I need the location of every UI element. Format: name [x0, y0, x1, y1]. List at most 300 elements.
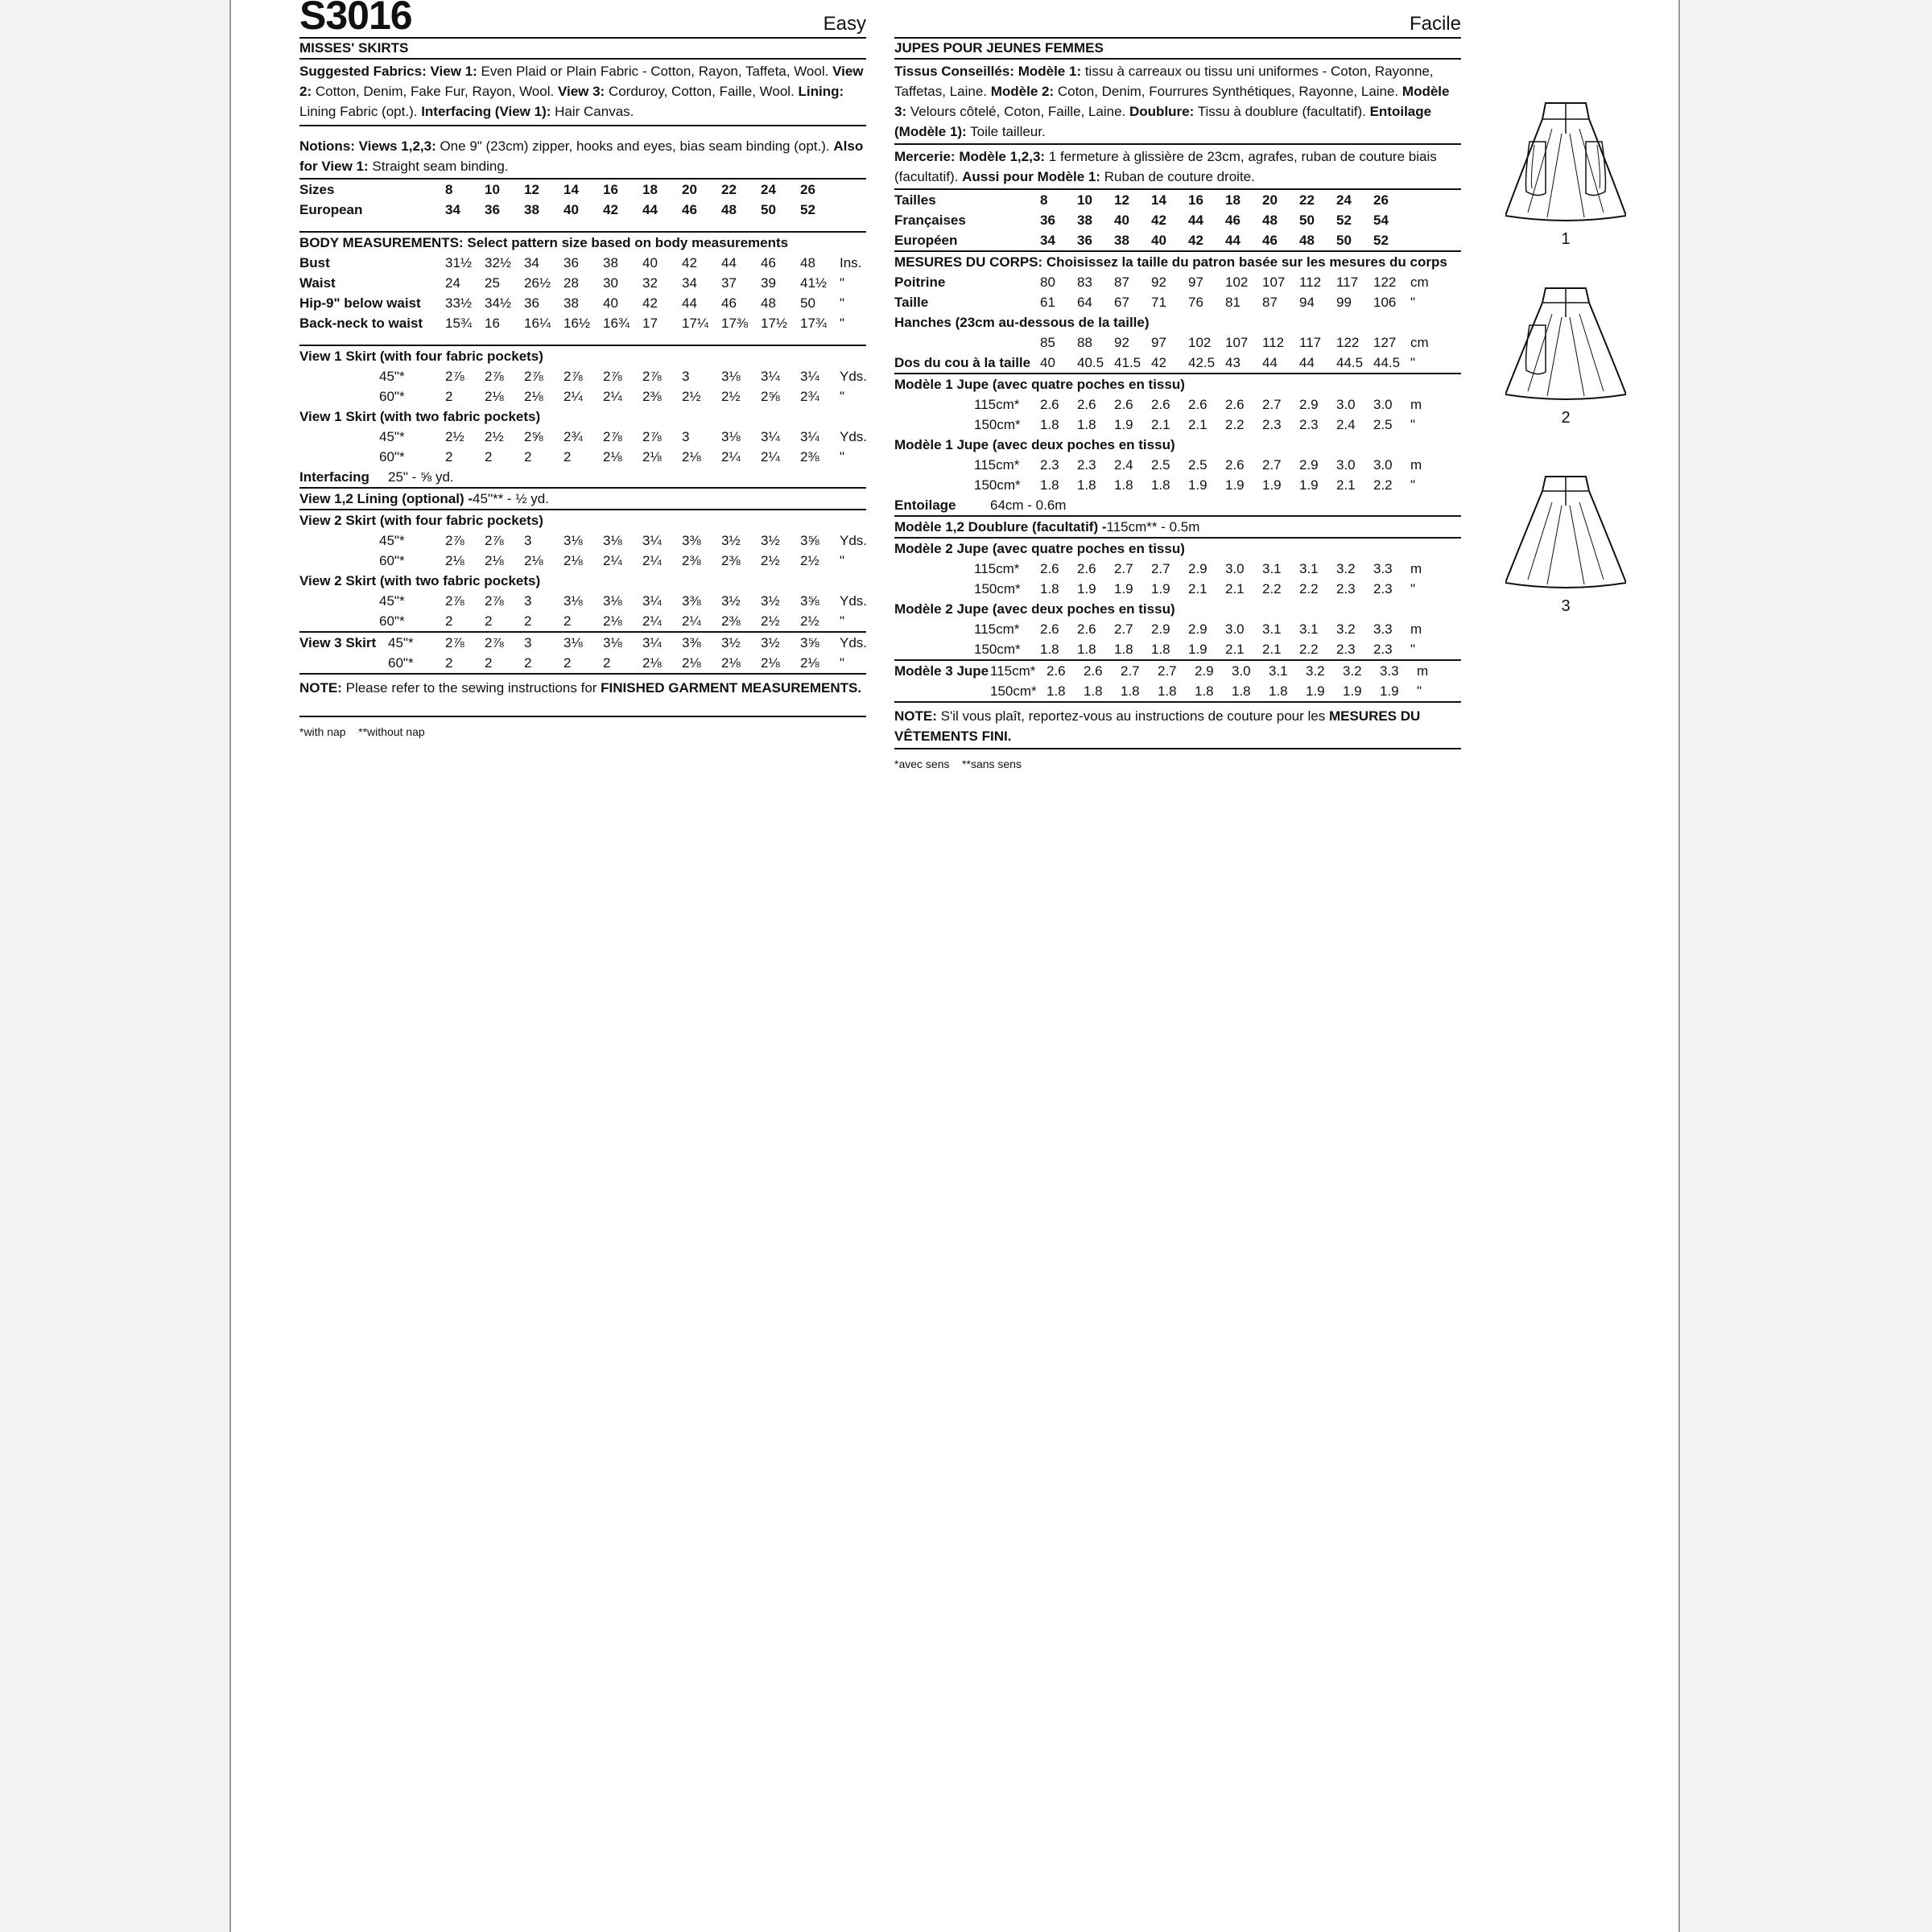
cell: 50	[761, 202, 776, 217]
view1-two-pockets-title: View 1 Skirt (with two fabric pockets)	[299, 409, 541, 424]
view-2-number: 2	[1561, 409, 1571, 427]
cell: 28	[564, 275, 579, 291]
cell: 2⅛	[524, 389, 543, 404]
cell: 71	[1151, 295, 1166, 310]
cell: 1.9	[1077, 581, 1096, 597]
interfacing-row-fr: Entoilage 64cm - 0.6m	[894, 497, 1067, 513]
cell: 67	[1114, 295, 1129, 310]
european-sizes-row: Européen 34 36 38 40 42 44 46 48 50 52	[894, 230, 1461, 250]
cell: 2.5	[1151, 457, 1170, 473]
cell: 2.1	[1225, 642, 1245, 657]
cell: 2.1	[1188, 417, 1208, 432]
cell: 1.8	[1077, 417, 1096, 432]
cell: 44.5	[1336, 355, 1364, 370]
cell: 61	[1040, 295, 1055, 310]
yardage-row: 60"* 2 2 2 2 2⅛ 2¼ 2¼ 2⅜ 2½ 2½ "	[299, 611, 866, 631]
cell: 3¼	[642, 593, 662, 609]
cell: 122	[1373, 275, 1397, 290]
cell: 102	[1188, 335, 1212, 350]
cell: 127	[1373, 335, 1397, 350]
cell: 87	[1114, 275, 1129, 290]
cell: 3.1	[1299, 621, 1319, 637]
cell: 40	[642, 255, 658, 270]
cell: 2⅜	[721, 613, 741, 629]
cell: 44	[1188, 213, 1203, 228]
cell: 8	[1040, 192, 1048, 208]
cell: 16½	[564, 316, 591, 331]
cell: 3½	[761, 533, 780, 548]
cell: 2.7	[1158, 663, 1177, 679]
pattern-code: S3016	[299, 0, 412, 38]
cell: 34	[524, 255, 539, 270]
cell: 2.1	[1151, 417, 1170, 432]
cell: 2.3	[1077, 457, 1096, 473]
cell: 40	[1040, 355, 1055, 370]
cell: 80	[1040, 275, 1055, 290]
header-fr	[894, 0, 1461, 39]
cell: 17½	[761, 316, 788, 331]
cell: 3.0	[1373, 457, 1393, 473]
size-table-fr	[894, 190, 1461, 252]
cell: 44	[1225, 233, 1241, 248]
cell: 1.8	[1040, 642, 1059, 657]
cell: 1.8	[1077, 642, 1096, 657]
cell: 48	[721, 202, 737, 217]
cell: 42	[642, 295, 658, 311]
cell: 85	[1040, 335, 1055, 350]
cell: 2.4	[1114, 457, 1133, 473]
cell: 22	[721, 182, 737, 197]
cell: 40.5	[1077, 355, 1104, 370]
cell: 2	[445, 613, 453, 629]
cell: 2.1	[1336, 477, 1356, 493]
cell: 3⅜	[682, 533, 701, 548]
cell: 48	[800, 255, 815, 270]
cell: 2½	[445, 429, 464, 444]
cell: 2.6	[1225, 457, 1245, 473]
cell: 52	[800, 202, 815, 217]
cell: 2⅞	[564, 369, 583, 384]
cell: 3.2	[1336, 621, 1356, 637]
cell: 2⅞	[603, 429, 622, 444]
cell: 3½	[721, 533, 741, 548]
cell: 2¼	[564, 389, 583, 404]
cell: 2⅛	[682, 449, 701, 464]
cell: 31½	[445, 255, 473, 270]
cell: 2.9	[1299, 457, 1319, 473]
cell: 1.8	[1040, 581, 1059, 597]
cell: 44	[682, 295, 697, 311]
cell: 2⅞	[485, 533, 504, 548]
cell: 50	[1336, 233, 1352, 248]
cell: 117	[1336, 275, 1359, 290]
cell: 2⅞	[445, 593, 464, 609]
cell: 24	[1336, 192, 1352, 208]
pattern-title-fr: JUPES POUR JEUNES FEMMES	[894, 39, 1461, 60]
cell: 2	[485, 613, 493, 629]
yardage-row: 60"* 2 2 2 2 2⅛ 2⅛ 2⅛ 2¼ 2¼ 2⅜ "	[299, 447, 866, 467]
yardage-row: 45"* 2½ 2½ 2⅝ 2¾ 2⅞ 2⅞ 3 3⅛ 3¼ 3¼ Yds.	[299, 427, 866, 447]
skirt-view1-drawing	[1505, 97, 1626, 225]
cell: 2⅛	[642, 655, 662, 671]
yardage-view1-fr	[894, 374, 1461, 517]
cell: 37	[721, 275, 737, 291]
cell: 16	[1188, 192, 1203, 208]
cell: 1.9	[1114, 417, 1133, 432]
cell: 42	[1188, 233, 1203, 248]
cell: 2⅞	[485, 369, 504, 384]
yardage-row: 150cm* 1.8 1.8 1.8 1.8 1.8 1.8 1.8 1.9 1.9 1.9 "	[894, 681, 1461, 701]
cell: 2⅞	[642, 369, 662, 384]
cell: 16¾	[603, 316, 630, 331]
cell: 2.6	[1225, 397, 1245, 412]
suggested-fabrics: Suggested Fabrics: View 1: Even Plaid or Plain Fabric - Cotton, Rayon, Taffeta, Wool. View 2: Cotton, Denim, Fake Fur, Rayon, Wool. View 3: Corduroy, Cotton, Faille, Wool. Lining: Lining Fabric (opt.). Interfacing (View 1): Hair Canvas.	[299, 60, 866, 126]
cell: 106	[1373, 295, 1397, 310]
cell: 117	[1299, 335, 1322, 350]
cell: 2.6	[1040, 621, 1059, 637]
french-column	[894, 0, 1461, 772]
view-3-number: 3	[1561, 597, 1571, 615]
cell: 3⅜	[682, 593, 701, 609]
cell: 3⅛	[721, 429, 741, 444]
cell: 38	[603, 255, 618, 270]
yardage-row: 115cm* 2.6 2.6 2.7 2.9 2.9 3.0 3.1 3.1 3.2 3.3 m	[894, 619, 1461, 639]
view-1-number: 1	[1561, 230, 1571, 248]
yardage-row: 115cm* 2.6 2.6 2.6 2.6 2.6 2.6 2.7 2.9 3.0 3.0 m	[894, 394, 1461, 415]
cell: 1.8	[1114, 477, 1133, 493]
cell: 17¾	[800, 316, 828, 331]
cell: 107	[1225, 335, 1249, 350]
cell: 3.1	[1262, 561, 1282, 576]
sizes-row-fr: Tailles 8 10 12 14 16 18 20 22 24 26	[894, 190, 1461, 210]
yardage-row: View 3 Skirt 45"* 2⅞ 2⅞ 3 3⅛ 3⅛ 3¼ 3⅜ 3½ 3½ 3⅝ Yds.	[299, 633, 866, 653]
cell: 41.5	[1114, 355, 1141, 370]
view-2	[1505, 283, 1626, 427]
view1-four-pockets-title-fr: Modèle 1 Jupe (avec quatre poches en tissu)	[894, 377, 1185, 392]
cell: 2½	[761, 553, 780, 568]
cell: 18	[1225, 192, 1241, 208]
cell: 3¼	[761, 429, 780, 444]
cell: 25	[485, 275, 500, 291]
cell: 2.9	[1299, 397, 1319, 412]
cell: 64	[1077, 295, 1092, 310]
cell: 46	[721, 295, 737, 311]
cell: 1.9	[1225, 477, 1245, 493]
cell: 2⅛	[485, 553, 504, 568]
cell: 3½	[721, 593, 741, 609]
cell: 1.9	[1188, 642, 1208, 657]
cell: 34	[682, 275, 697, 291]
body-measurements-fr	[894, 252, 1461, 374]
cell: 3.0	[1232, 663, 1251, 679]
cell: 20	[682, 182, 697, 197]
cell: 1.9	[1299, 477, 1319, 493]
note: NOTE: Please refer to the sewing instructions for FINISHED GARMENT MEASUREMENTS.	[299, 675, 866, 717]
cell: 2	[524, 449, 532, 464]
cell: 3.1	[1262, 621, 1282, 637]
cell: 1.9	[1306, 683, 1325, 699]
cell: 54	[1373, 213, 1389, 228]
cell: 112	[1299, 275, 1322, 290]
cell: 3.0	[1336, 397, 1356, 412]
cell: 24	[445, 275, 460, 291]
cell: 3.0	[1373, 397, 1393, 412]
cell: 52	[1336, 213, 1352, 228]
cell: 3	[682, 429, 690, 444]
cell: 26½	[524, 275, 551, 291]
cell: 39	[761, 275, 776, 291]
cell: 1.8	[1151, 642, 1170, 657]
cell: 1.9	[1114, 581, 1133, 597]
hip-label-fr: Hanches (23cm au-dessous de la taille)	[894, 315, 1150, 330]
difficulty-level: Easy	[823, 13, 866, 35]
yardage-view3	[299, 633, 866, 675]
cell: 1.9	[1188, 477, 1208, 493]
cell: 2⅞	[445, 369, 464, 384]
cell: 3⅛	[564, 635, 583, 650]
cell: 44	[642, 202, 658, 217]
cell: 2½	[761, 613, 780, 629]
cell: 14	[564, 182, 579, 197]
cell: 2¾	[564, 429, 583, 444]
cell: 44	[721, 255, 737, 270]
yardage-row: 150cm* 1.8 1.9 1.9 1.9 2.1 2.1 2.2 2.2 2.3 2.3 "	[894, 579, 1461, 599]
footnote-fr: *avec sens **sans sens	[894, 758, 1022, 770]
cell: 2⅜	[800, 449, 819, 464]
cell: 1.8	[1269, 683, 1288, 699]
cell: 3½	[761, 593, 780, 609]
lining-row: View 1,2 Lining (optional) - 45"** - ½ yd.	[299, 489, 866, 510]
cell: 2.1	[1225, 581, 1245, 597]
yardage-row: 150cm* 1.8 1.8 1.8 1.8 1.9 2.1 2.1 2.2 2.3 2.3 "	[894, 639, 1461, 659]
cell: 2.2	[1373, 477, 1393, 493]
cell: 81	[1225, 295, 1241, 310]
cell: 2.3	[1373, 581, 1393, 597]
cell: 3	[524, 593, 532, 609]
cell: 1.8	[1121, 683, 1140, 699]
cell: 2⅜	[682, 553, 701, 568]
cell: 2.6	[1077, 621, 1096, 637]
cell: 3⅛	[603, 533, 622, 548]
cell: 48	[1262, 213, 1278, 228]
cell: 2⅞	[445, 533, 464, 548]
cell: 2.7	[1121, 663, 1140, 679]
cell: 92	[1114, 335, 1129, 350]
view-1	[1505, 97, 1626, 249]
cell: 2.9	[1195, 663, 1214, 679]
view2-four-pockets-title: View 2 Skirt (with four fabric pockets)	[299, 513, 543, 528]
cell: 2	[445, 389, 453, 404]
cell: 40	[564, 202, 579, 217]
cell: 2⅛	[721, 655, 741, 671]
cell: 36	[524, 295, 539, 311]
cell: 2.3	[1040, 457, 1059, 473]
cell: 3⅝	[800, 593, 819, 609]
cell: 3.0	[1225, 561, 1245, 576]
cell: 2	[524, 613, 532, 629]
cell: 32	[642, 275, 658, 291]
cell: 2⅛	[642, 449, 662, 464]
french-sizes-row: Françaises 36 38 40 42 44 46 48 50 52 54	[894, 210, 1461, 230]
cell: 2⅛	[485, 389, 504, 404]
cell: 3	[524, 635, 532, 650]
cell: 3.2	[1336, 561, 1356, 576]
cell: 3.2	[1306, 663, 1325, 679]
yardage-row: 150cm* 1.8 1.8 1.9 2.1 2.1 2.2 2.3 2.3 2.4 2.5 "	[894, 415, 1461, 435]
view2-two-pockets-title-fr: Modèle 2 Jupe (avec deux poches en tissu)	[894, 601, 1175, 617]
cell: 122	[1336, 335, 1360, 350]
cell: 2.3	[1373, 642, 1393, 657]
cell: 2.6	[1040, 397, 1059, 412]
cell: 3.1	[1299, 561, 1319, 576]
cell: 2.2	[1299, 642, 1319, 657]
cell: 1.8	[1232, 683, 1251, 699]
cell: 3⅝	[800, 533, 819, 548]
cell: 2	[564, 449, 572, 464]
body-title-fr: MESURES DU CORPS: Choisissez la taille du patron basée sur les mesures du corps	[894, 254, 1447, 270]
cell: 16	[485, 316, 500, 331]
cell: 2.7	[1114, 561, 1133, 576]
cell: 40	[603, 295, 618, 311]
cell: 44.5	[1373, 355, 1401, 370]
cell: 8	[445, 182, 453, 197]
cell: 3⅜	[682, 635, 701, 650]
cell: 30	[603, 275, 618, 291]
cell: 3¼	[800, 429, 819, 444]
skirt-view3-drawing	[1505, 472, 1626, 592]
notions-fr: Mercerie: Modèle 1,2,3: 1 fermeture à glissière de 23cm, agrafes, ruban de couture biais (facultatif). Aussi pour Modèle 1: Ruban de couture droite.	[894, 145, 1461, 190]
cell: 17	[642, 316, 658, 331]
cell: 26	[800, 182, 815, 197]
cell: 3¼	[761, 369, 780, 384]
header-en	[299, 0, 866, 39]
size-table	[299, 180, 866, 233]
cell: 3	[524, 533, 532, 548]
yardage-view2	[299, 510, 866, 633]
yardage-view1	[299, 346, 866, 489]
cell: 40	[1151, 233, 1166, 248]
cell: 2	[485, 655, 493, 671]
cell: 107	[1262, 275, 1286, 290]
yardage-row: 115cm* 2.6 2.6 2.7 2.7 2.9 3.0 3.1 3.1 3.2 3.3 m	[894, 559, 1461, 579]
cell: 2½	[682, 389, 701, 404]
sizes-row: Sizes 8 10 12 14 16 18 20 22 24 26	[299, 180, 866, 200]
view-3	[1505, 472, 1626, 616]
interfacing-row: Interfacing 25" - ⅝ yd.	[299, 469, 454, 485]
cell: 42	[682, 255, 697, 270]
cell: 2⅞	[485, 635, 504, 650]
cell: 3.0	[1225, 621, 1245, 637]
cell: 2	[445, 449, 453, 464]
measurement-row: Poitrine 80 83 87 92 97 102 107 112 117 122 cm	[894, 272, 1461, 292]
cell: 2¼	[642, 613, 662, 629]
cell: 2.2	[1299, 581, 1319, 597]
cell: 2¼	[642, 553, 662, 568]
cell: 2.6	[1151, 397, 1170, 412]
cell: 2.6	[1077, 397, 1096, 412]
cell: 2	[485, 449, 493, 464]
notions: Notions: Views 1,2,3: One 9" (23cm) zipper, hooks and eyes, bias seam binding (opt.). Also for View 1: Straight seam binding.	[299, 134, 866, 180]
cell: 92	[1151, 275, 1166, 290]
cell: 102	[1225, 275, 1249, 290]
cell: 2½	[800, 613, 819, 629]
view1-two-pockets-title-fr: Modèle 1 Jupe (avec deux poches en tissu)	[894, 437, 1175, 452]
yardage-row: 45"* 2⅞ 2⅞ 3 3⅛ 3⅛ 3¼ 3⅜ 3½ 3½ 3⅝ Yds.	[299, 591, 866, 611]
cell: 2⅜	[721, 553, 741, 568]
cell: 14	[1151, 192, 1166, 208]
cell: 88	[1077, 335, 1092, 350]
yardage-row: 150cm* 1.8 1.8 1.8 1.8 1.9 1.9 1.9 1.9 2.1 2.2 "	[894, 475, 1461, 495]
cell: 2¼	[761, 449, 780, 464]
yardage-view2-fr	[894, 539, 1461, 661]
cell: 20	[1262, 192, 1278, 208]
cell: 41½	[800, 275, 828, 291]
cell: 2.6	[1114, 397, 1133, 412]
cell: 38	[1077, 213, 1092, 228]
skirt-view2-drawing	[1505, 283, 1626, 404]
cell: 3.0	[1336, 457, 1356, 473]
cell: 52	[1373, 233, 1389, 248]
cell: 1.9	[1343, 683, 1362, 699]
footnote-en: *with nap **without nap	[299, 725, 425, 738]
cell: 1.8	[1151, 477, 1170, 493]
cell: 3½	[761, 635, 780, 650]
cell: 2⅞	[603, 369, 622, 384]
cell: 2.6	[1188, 397, 1208, 412]
cell: 2¼	[603, 389, 622, 404]
cell: 40	[1114, 213, 1129, 228]
cell: 2¾	[800, 389, 819, 404]
cell: 2.9	[1188, 621, 1208, 637]
cell: 2.5	[1373, 417, 1393, 432]
cell: 2⅝	[761, 389, 780, 404]
cell: 2⅞	[485, 593, 504, 609]
cell: 2⅜	[642, 389, 662, 404]
cell: 38	[1114, 233, 1129, 248]
cell: 2¼	[721, 449, 741, 464]
cell: 2⅛	[761, 655, 780, 671]
cell: 2.3	[1262, 417, 1282, 432]
body-measurements	[299, 233, 866, 346]
cell: 46	[1262, 233, 1278, 248]
cell: 2.1	[1188, 581, 1208, 597]
cell: 32½	[485, 255, 512, 270]
measurement-row: Taille 61 64 67 71 76 81 87 94 99 106 "	[894, 292, 1461, 312]
cell: 1.9	[1262, 477, 1282, 493]
cell: 2⅛	[603, 449, 622, 464]
cell: 2⅞	[445, 635, 464, 650]
cell: 17⅜	[721, 316, 749, 331]
cell: 17¼	[682, 316, 709, 331]
cell: 16¼	[524, 316, 551, 331]
cell: 3⅛	[603, 593, 622, 609]
cell: 2½	[721, 389, 741, 404]
cell: 112	[1262, 335, 1285, 350]
cell: 2.3	[1336, 642, 1356, 657]
yardage-row: 60"* 2 2⅛ 2⅛ 2¼ 2¼ 2⅜ 2½ 2½ 2⅝ 2¾ "	[299, 386, 866, 407]
lining-row-fr: Modèle 1,2 Doublure (facultatif) - 115cm** - 0.5m	[894, 517, 1461, 539]
cell: 3¼	[642, 533, 662, 548]
cell: 46	[1225, 213, 1241, 228]
cell: 34½	[485, 295, 512, 311]
measurement-row: Hip-9" below waist 33½ 34½ 36 38 40 42 44 46 48 50 "	[299, 293, 866, 313]
yardage-view3-fr	[894, 661, 1461, 703]
cell: 2	[603, 655, 611, 671]
cell: 2⅛	[800, 655, 819, 671]
cell: 94	[1299, 295, 1315, 310]
cell: 2.3	[1336, 581, 1356, 597]
cell: 43	[1225, 355, 1241, 370]
